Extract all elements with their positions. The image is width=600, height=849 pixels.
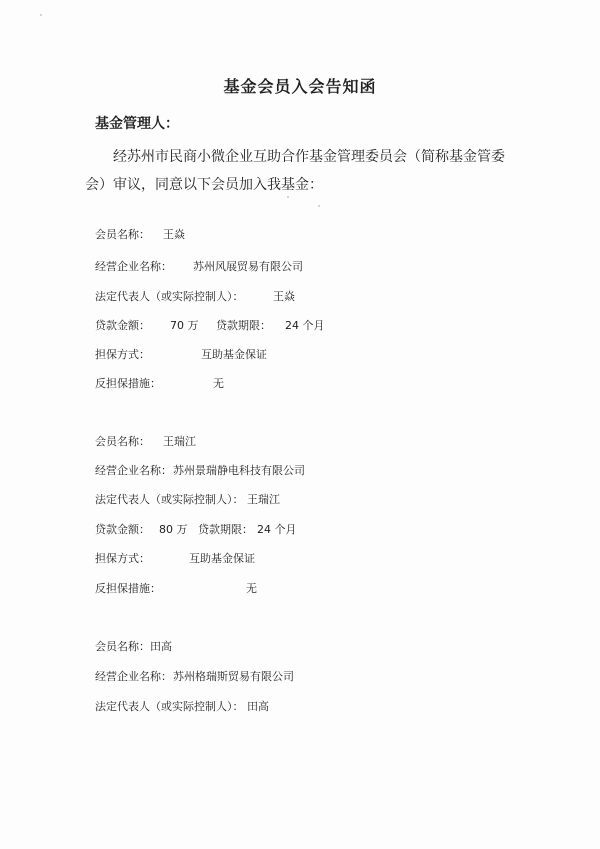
company-value: 苏州风展贸易有限公司: [193, 260, 303, 273]
loan-amount-label: 贷款金额：: [95, 319, 150, 332]
counter-guarantee-value: 无: [246, 582, 257, 595]
company-label: 经营企业名称：: [95, 464, 172, 477]
document-title: 基金会员入会告知函: [223, 77, 377, 96]
counter-guarantee-label: 反担保措施：: [95, 582, 161, 595]
legal-rep-label: 法定代表人（或实际控制人）：: [95, 290, 244, 303]
company-value: 苏州格瑞斯贸易有限公司: [173, 670, 294, 683]
guarantee-label: 担保方式：: [95, 348, 150, 361]
legal-rep-label: 法定代表人（或实际控制人）：: [95, 493, 244, 506]
member-name-label: 会员名称：: [95, 435, 150, 448]
guarantee-value: 互助基金保证: [189, 552, 255, 565]
legal-rep-label: 法定代表人（或实际控制人）：: [95, 700, 244, 713]
scan-speck: [40, 14, 42, 16]
scan-speck: [287, 196, 289, 198]
scan-speck: [318, 205, 320, 207]
body-paragraph: 经苏州市民商小微企业互助合作基金管理委员会（简称基金管委会）审议，同意以下会员加入我基金：: [85, 149, 505, 193]
member-name-label: 会员名称：: [95, 640, 150, 653]
loan-amount-value: 80 万: [159, 523, 188, 536]
guarantee-label: 担保方式：: [95, 552, 150, 565]
member-name-value: 田高: [150, 640, 172, 653]
legal-rep-value: 田高: [247, 700, 269, 713]
guarantee-value: 互助基金保证: [201, 348, 267, 361]
member-name-value: 王焱: [163, 228, 185, 241]
loan-amount-label: 贷款金额：: [95, 523, 150, 536]
salutation: 基金管理人：: [95, 116, 179, 132]
loan-amount-value: 70 万: [170, 319, 199, 332]
member-name-value: 王瑞江: [163, 435, 196, 448]
legal-rep-value: 王焱: [273, 290, 295, 303]
company-label: 经营企业名称：: [95, 260, 172, 273]
company-label: 经营企业名称：: [95, 670, 172, 683]
legal-rep-value: 王瑞江: [247, 493, 280, 506]
loan-term-value: 24 个月: [257, 523, 297, 536]
company-value: 苏州景瑞静电科技有限公司: [173, 464, 305, 477]
loan-term-label: 贷款期限：: [216, 319, 271, 332]
loan-term-label: 贷款期限：: [198, 523, 253, 536]
counter-guarantee-value: 无: [213, 377, 224, 390]
member-name-label: 会员名称：: [95, 228, 150, 241]
loan-term-value: 24 个月: [285, 319, 325, 332]
counter-guarantee-label: 反担保措施：: [95, 377, 161, 390]
